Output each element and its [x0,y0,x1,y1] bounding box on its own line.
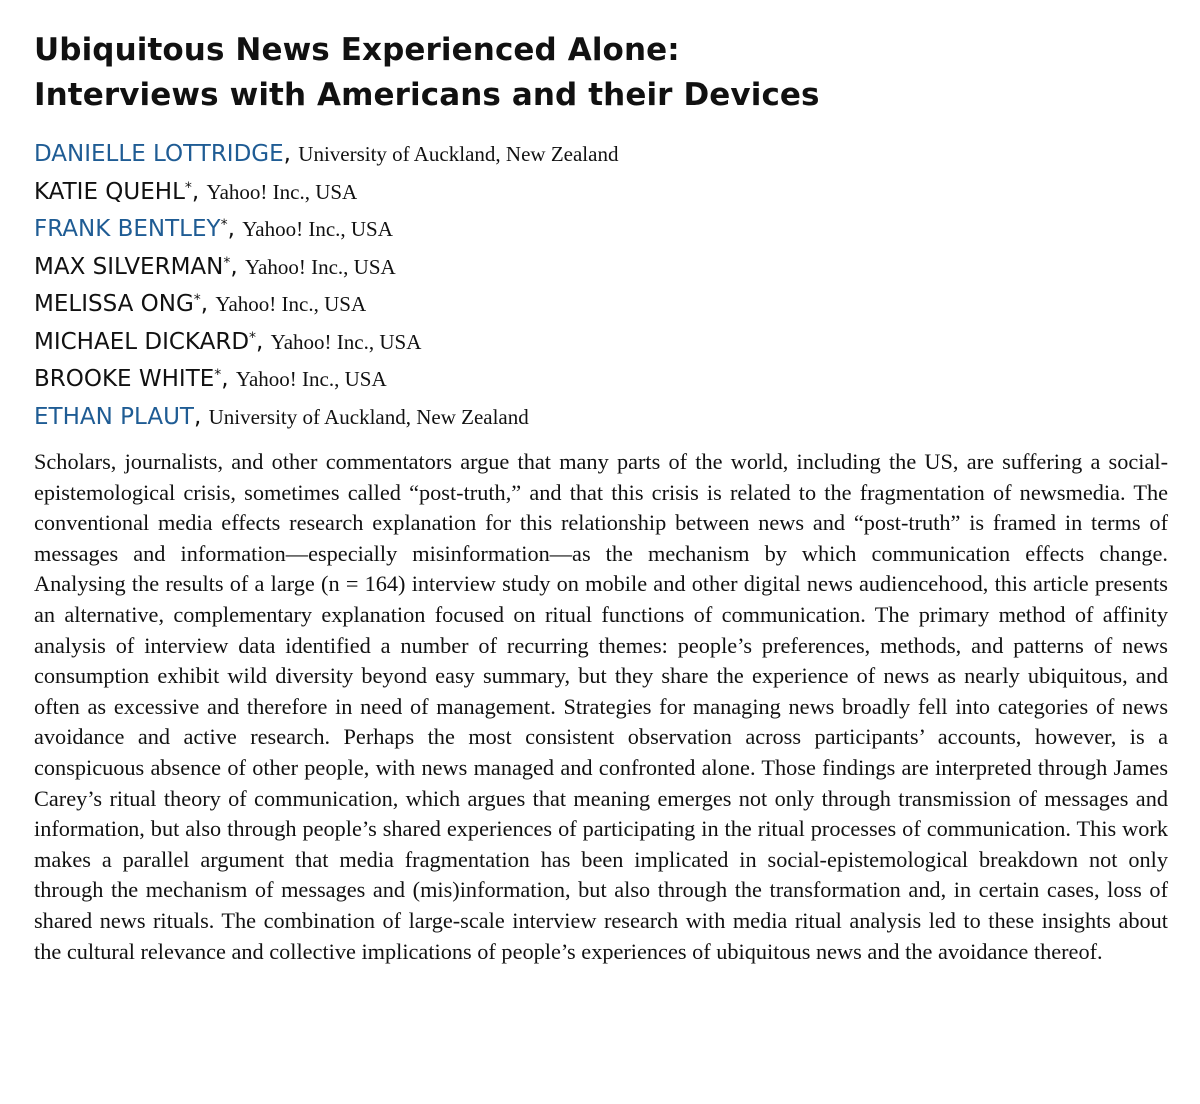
author-marker: * [249,329,257,346]
author-affiliation: Yahoo! Inc., USA [215,292,367,316]
author-row: ETHAN PLAUT, University of Auckland, New Zealand [34,403,529,430]
author-marker: * [214,367,222,383]
author-affiliation: Yahoo! Inc., USA [270,329,422,354]
author-row: DANIELLE LOTTRIDGE, University of Auckland, New Zealand [34,141,619,167]
author-affiliation: Yahoo! Inc., USA [242,217,393,241]
author-row: MAX SILVERMAN*, Yahoo! Inc., USA [34,253,396,280]
paper-title-line-1: Ubiquitous News Experienced Alone: [34,32,680,68]
author-marker: * [220,217,228,233]
author-marker: * [184,179,192,196]
paper-page [34,28,1168,989]
author-name-link[interactable]: FRANK BENTLEY [34,216,221,242]
author-name: MELISSA ONG [34,291,194,317]
abstract-text: Scholars, journalists, and other commentators argue that many parts of the world, including the US, are suffering a social-epistemological crisis, sometimes called “post-truth,” and that this crisis is related to the fragmentation of newsmedia. The conventional media effects research explanation for this relationship between news and “post-truth” is framed in terms of messages and information—especially misinformation—as the mechanism by which communication effects change. Analysing the results of a large (n = 164) interview study on mobile and other digital news audiencehood, this article presents an alternative, complementary explanation focused on ritual functions of communication. The primary method of affinity analysis of interview data identified a number of recurring themes: people’s preferences, methods, and patterns of news consumption exhibit wild diversity beyond easy summary, but they share the experience of news as nearly ubiquitous, and often as excessive and therefore in need of management. Strategies for managing news broadly fell into categories of news avoidance and active research. Perhaps the most consistent observation across participants’ accounts, however, is a conspicuous absence of other people, with news managed and confronted alone. Those findings are interpreted through James Carey’s ritual theory of communication, which argues that meaning emerges not only through transmission of messages and information, but also through people’s shared experiences of participating in the ritual processes of communication. This work makes a parallel argument that media fragmentation has been implicated in social-epistemological breakdown not only through the mechanism of messages and (mis)information, but also through the transformation and, in certain cases, loss of shared news rituals. The combination of large-scale interview research with media ritual analysis led to these insights about the cultural relevance and collective implications of people’s experiences of ubiquitous news and the avoidance thereof. [34,449,1168,964]
author-row: MICHAEL DICKARD*, Yahoo! Inc., USA [34,328,422,355]
author-affiliation: University of Auckland, New Zealand [298,142,619,166]
author-name: KATIE QUEHL [34,178,185,205]
author-name: BROOKE WHITE [34,366,215,392]
author-name: MICHAEL DICKARD [34,328,250,355]
author-row: FRANK BENTLEY*, Yahoo! Inc., USA [34,216,393,242]
author-name: MAX SILVERMAN [34,253,224,280]
author-marker: * [193,292,201,308]
paper-title-line-2: Interviews with Americans and their Devices [34,77,820,113]
author-name-link[interactable]: DANIELLE LOTTRIDGE [34,141,284,167]
author-affiliation: Yahoo! Inc., USA [206,179,358,204]
author-row: MELISSA ONG*, Yahoo! Inc., USA [34,291,367,317]
author-name-link[interactable]: ETHAN PLAUT [34,403,194,430]
author-affiliation: University of Auckland, New Zealand [208,404,529,429]
author-list [34,132,1168,432]
author-row: KATIE QUEHL*, Yahoo! Inc., USA [34,178,358,205]
paper-title [34,28,1168,118]
author-affiliation: Yahoo! Inc., USA [235,367,387,391]
author-affiliation: Yahoo! Inc., USA [244,254,396,279]
author-row: BROOKE WHITE*, Yahoo! Inc., USA [34,366,387,392]
author-marker: * [223,254,231,271]
